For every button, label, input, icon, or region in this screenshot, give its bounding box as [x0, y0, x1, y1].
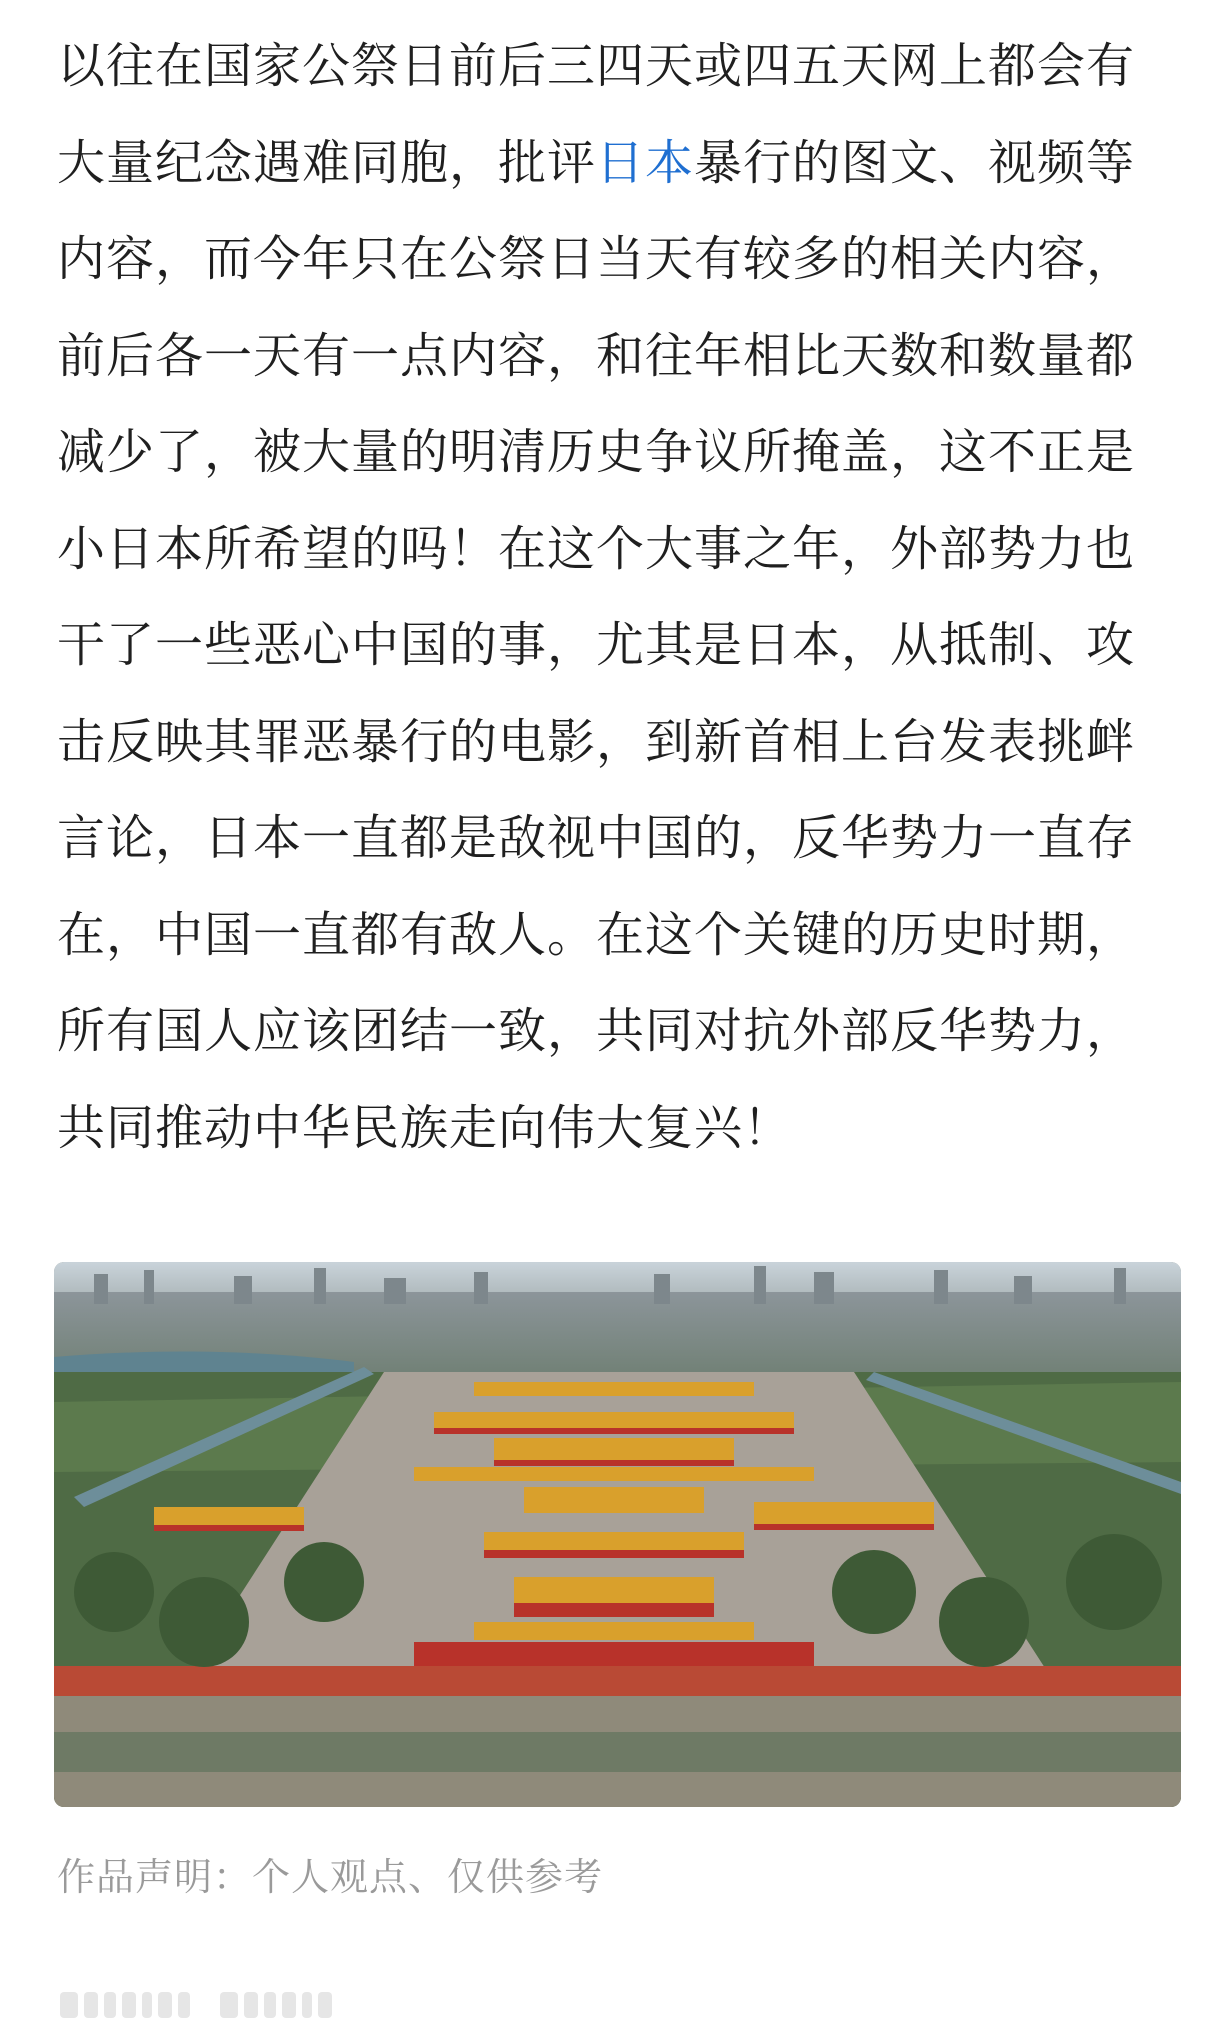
japan-topic-link[interactable]: 日本 — [596, 134, 695, 191]
article-body — [57, 18, 1177, 1176]
forbidden-city-illustration — [54, 1262, 1181, 1807]
watermark-bars — [60, 1990, 400, 2020]
forbidden-city-photo[interactable] — [54, 1262, 1181, 1807]
article — [57, 18, 1177, 1176]
disclaimer-text: 作品声明：个人观点、仅供参考 — [57, 1855, 604, 1899]
body-text-part-2: 暴行的图文、视频等内容，而今年只在公祭日当天有较多的相关内容，前后各一天有一点内容，和往年相比天数和数量都减少了，被大量的明清历史争议所掩盖，这不正是小日本所希望的吗！在这个大事之年，外部势力也干了一些恶心中国的事，尤其是日本，从抵制、攻击反映其罪恶暴行的电影，到新首相上台发表挑衅言论，日本一直都是敌视中国的，反华势力一直存在，中国一直都有敌人。在这个关键的历史时期，所有国人应该团结一致，共同对抗外部反华势力，共同推动中华民族走向伟大复兴！ — [57, 134, 1136, 1156]
body-text-part-1: 以往在国家公祭日前后三四天或四五天网上都会有大量纪念遇难同胞，批评 — [57, 38, 1136, 191]
